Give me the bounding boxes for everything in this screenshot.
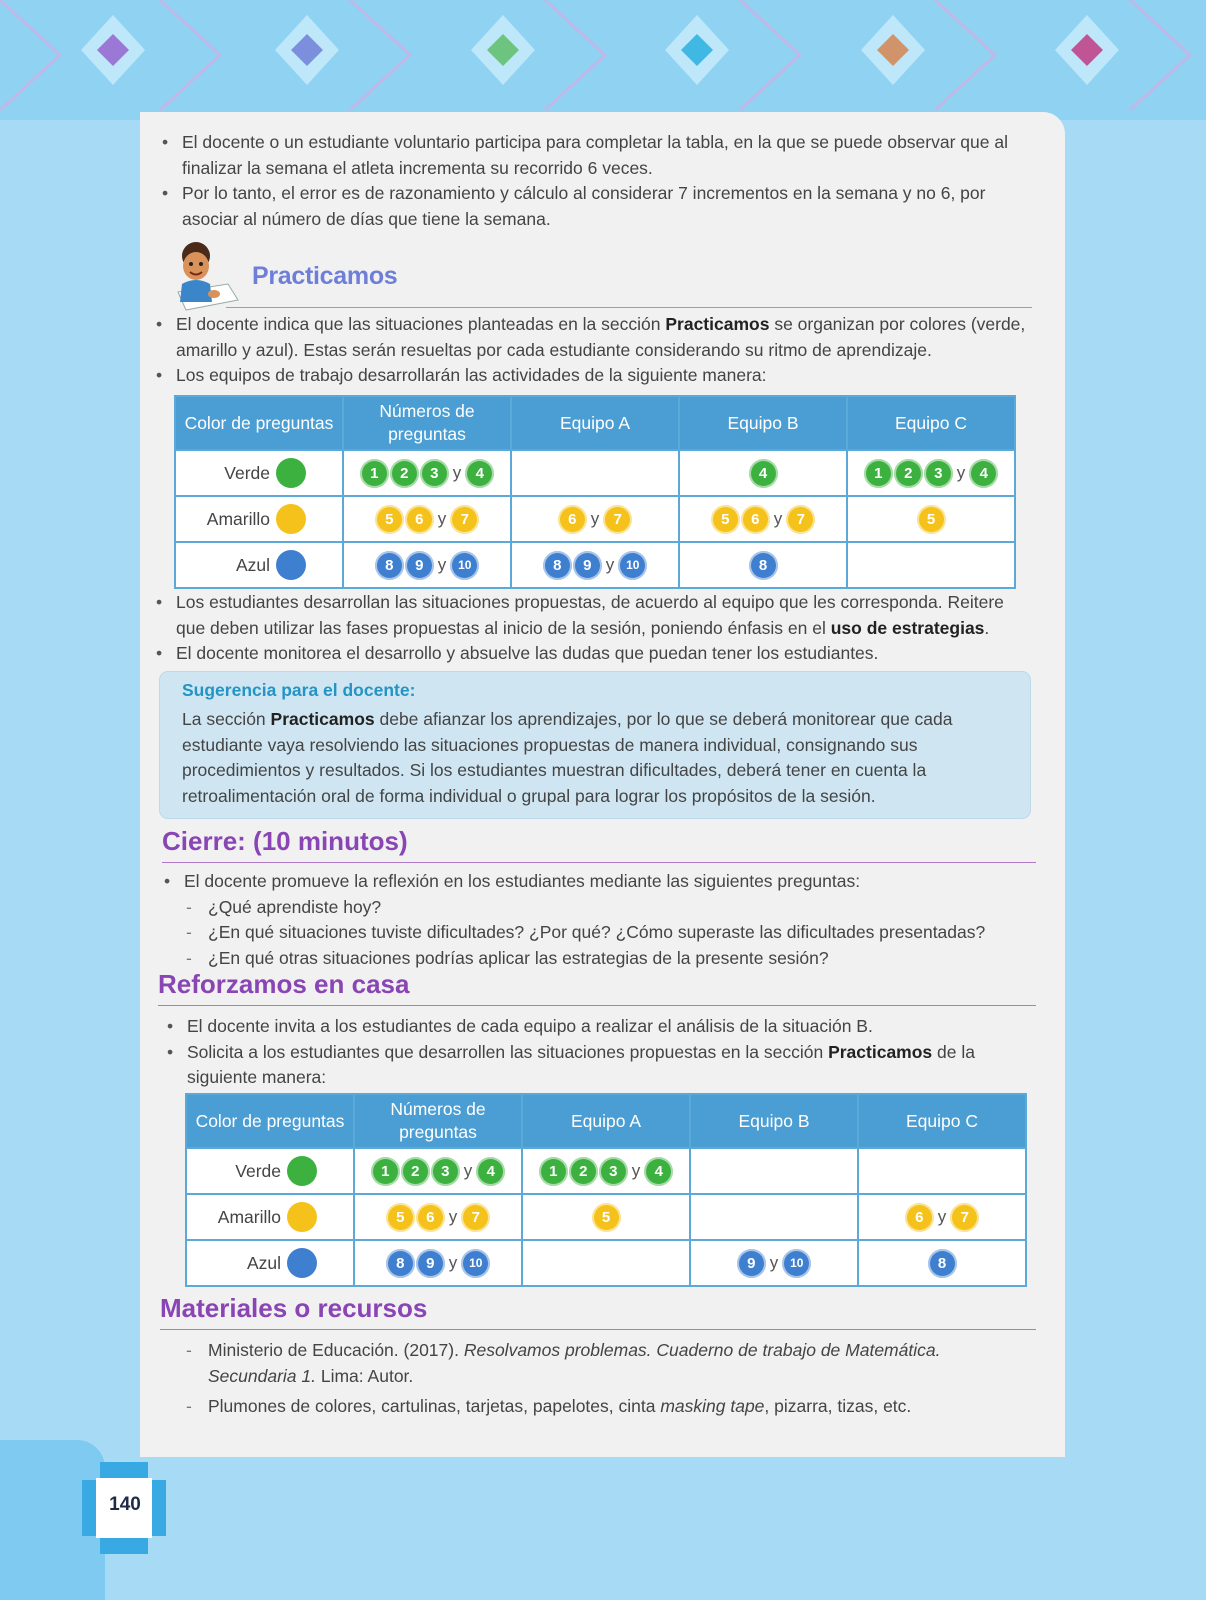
- page-number: 140: [109, 1494, 141, 1515]
- student-writing-icon: [170, 240, 246, 314]
- bullet-text: se organizan por colores (verde, amarillo y azul). Estas serán resueltas por cada estudiante considerando su ritmo de aprendizaje.: [176, 314, 1026, 360]
- connector-text: y: [437, 509, 447, 528]
- question-number-badge: 4: [969, 459, 998, 488]
- connector-text: y: [448, 1253, 458, 1272]
- intro-bullet: • Por lo tanto, el error es de razonamiento y cálculo al considerar 7 incrementos en la semana y no 6, por asociar al número de días que tiene la semana.: [160, 181, 1030, 232]
- table-row: [186, 1148, 1026, 1194]
- question-numbers: [386, 1249, 491, 1278]
- header-team-b: Equipo B: [679, 396, 847, 450]
- question-cell: [847, 450, 1015, 496]
- question-number-badge: 5: [711, 505, 740, 534]
- connector-text: y: [437, 555, 447, 574]
- question-number-badge: 9: [405, 551, 434, 580]
- question-number-badge: 4: [465, 459, 494, 488]
- tip-text: La sección: [182, 709, 271, 729]
- question-cell: [690, 1148, 858, 1194]
- connector-text: y: [590, 509, 600, 528]
- question-numbers: [360, 459, 495, 488]
- question-cell: [522, 1194, 690, 1240]
- question-number-badge: 10: [450, 551, 479, 580]
- question-cell: [858, 1240, 1026, 1286]
- connector-text: y: [463, 1161, 473, 1180]
- question-number-badge: 10: [461, 1249, 490, 1278]
- cierre-divider: [162, 862, 1036, 863]
- question-cell: [522, 1240, 690, 1286]
- practicamos-title: Practicamos: [252, 262, 398, 290]
- table-row: [186, 1194, 1026, 1240]
- question-numbers: [928, 1249, 957, 1278]
- question-cell: [690, 1194, 858, 1240]
- tip-body: [182, 707, 1012, 809]
- header-pattern-banner: [0, 0, 1206, 120]
- row-label: [187, 1156, 353, 1186]
- question-numbers: [386, 1203, 491, 1232]
- cierre-title: Cierre: (10 minutos): [162, 826, 408, 856]
- monitoring-bullet: • El docente monitorea el desarrollo y absuelve las dudas que puedan tener los estudiantes.: [154, 641, 1036, 667]
- materiales-item: [184, 1338, 1004, 1389]
- question-numbers: [905, 1203, 980, 1232]
- bullet-text: Los estudiantes desarrollan las situaciones propuestas, de acuerdo al equipo que les corresponda. Reitere que deben utilizar las fases propuestas al inicio de la sesión, poniendo énfasis en el: [176, 592, 1004, 638]
- question-cell: [511, 496, 679, 542]
- question-number-badge: 5: [386, 1203, 415, 1232]
- question-number-badge: 6: [558, 505, 587, 534]
- question-number-badge: 1: [864, 459, 893, 488]
- question-numbers: [864, 459, 999, 488]
- tip-text: debe afianzar los aprendizajes, por lo que se deberá monitorear que cada estudiante vaya resolviendo las situaciones propuestas de manera individual, consignando sus procedimientos y resultados. Si los estudiantes muestran dificultades, deberá tener en cuenta la retroalimentación oral de forma individual o grupal para lograr los propósitos de la sesión.: [182, 709, 953, 806]
- question-numbers: [371, 1157, 506, 1186]
- row-label-cell: [186, 1148, 354, 1194]
- cierre-questions: [162, 895, 1036, 972]
- bullet-bold: Practicamos: [665, 314, 770, 334]
- question-number-badge: 5: [375, 505, 404, 534]
- question-number-badge: 9: [737, 1249, 766, 1278]
- blue-circle-icon: [287, 1248, 317, 1278]
- green-circle-icon: [276, 458, 306, 488]
- question-cell: [858, 1148, 1026, 1194]
- question-cell: [511, 450, 679, 496]
- question-cell: [847, 542, 1015, 588]
- question-numbers: [749, 551, 778, 580]
- practicamos-bullet: [154, 312, 1034, 363]
- question-cell: [858, 1194, 1026, 1240]
- table-row: [186, 1240, 1026, 1286]
- teams-table-reforzamos: [185, 1093, 1027, 1287]
- header-team-c: Equipo C: [858, 1094, 1026, 1148]
- connector-text: y: [448, 1207, 458, 1226]
- question-number-badge: 3: [599, 1157, 628, 1186]
- bullet-text: Solicita a los estudiantes que desarrollen las situaciones propuestas en la sección: [187, 1041, 829, 1062]
- header-team-a: Equipo A: [511, 396, 679, 450]
- connector-text: y: [631, 1161, 641, 1180]
- question-number-badge: 4: [476, 1157, 505, 1186]
- item-italic: Resolvamos problemas. Cuaderno de trabajo de Matemática. Secundaria 1.: [208, 1340, 941, 1386]
- header-color: Color de preguntas: [175, 396, 343, 450]
- question-numbers: [543, 551, 648, 580]
- connector-text: y: [769, 1253, 779, 1272]
- reforzamos-bullet: • El docente invita a los estudiantes de cada equipo a realizar el análisis de la situación B.: [165, 1014, 1025, 1040]
- item-text: Lima: Autor.: [316, 1365, 414, 1386]
- teams-table-practicamos: [174, 395, 1016, 589]
- tip-title: Sugerencia para el docente:: [182, 680, 416, 700]
- question-numbers: [558, 505, 633, 534]
- row-label: [187, 1248, 353, 1278]
- question-number-badge: 7: [786, 505, 815, 534]
- table-row: [175, 496, 1015, 542]
- row-label-text: Verde: [235, 1160, 281, 1181]
- question-number-badge: 3: [420, 459, 449, 488]
- question-cell: [679, 450, 847, 496]
- question-number-badge: 6: [405, 505, 434, 534]
- row-label-cell: [175, 450, 343, 496]
- row-label-cell: [186, 1240, 354, 1286]
- question-number-badge: 2: [569, 1157, 598, 1186]
- question-cell: [522, 1148, 690, 1194]
- question-number-badge: 5: [592, 1203, 621, 1232]
- connector-text: y: [452, 463, 462, 482]
- bullet-bold: Practicamos: [828, 1041, 933, 1062]
- question-cell: [354, 1148, 522, 1194]
- question-number-badge: 4: [644, 1157, 673, 1186]
- question-number-badge: 8: [928, 1249, 957, 1278]
- question-number-badge: 7: [950, 1203, 979, 1232]
- monitoring-bullets: [154, 590, 1036, 667]
- bullet-text: El docente indica que las situaciones planteadas en la sección: [176, 314, 666, 334]
- materiales-list: [184, 1338, 1004, 1420]
- cierre-question: - ¿Qué aprendiste hoy?: [184, 895, 1036, 921]
- question-cell: [354, 1240, 522, 1286]
- question-numbers: [375, 505, 480, 534]
- question-number-badge: 10: [618, 551, 647, 580]
- item-text: Ministerio de Educación. (2017).: [208, 1340, 464, 1360]
- question-number-badge: 9: [416, 1249, 445, 1278]
- row-label-text: Amarillo: [206, 508, 270, 529]
- connector-text: y: [956, 463, 966, 482]
- row-label-text: Amarillo: [217, 1206, 281, 1227]
- question-number-badge: 4: [749, 459, 778, 488]
- question-cell: [343, 450, 511, 496]
- header-team-a: Equipo A: [522, 1094, 690, 1148]
- connector-text: y: [773, 509, 783, 528]
- bullet-bold: uso de estrategias: [830, 617, 985, 638]
- cierre-question: - ¿En qué otras situaciones podrías aplicar las estrategias de la presente sesión?: [184, 946, 1036, 972]
- question-numbers: [375, 551, 480, 580]
- question-numbers: [737, 1249, 812, 1278]
- row-label: [176, 550, 342, 580]
- question-numbers: [917, 505, 946, 534]
- question-numbers: [711, 505, 816, 534]
- practicamos-divider: [226, 307, 1032, 308]
- row-label-text: Azul: [246, 1252, 281, 1273]
- row-label: [176, 458, 342, 488]
- question-number-badge: 5: [917, 505, 946, 534]
- item-text: Plumones de colores, cartulinas, tarjetas, papelotes, cinta: [208, 1396, 661, 1416]
- header-color: Color de preguntas: [186, 1094, 354, 1148]
- monitoring-bullet: [154, 590, 1036, 641]
- row-label-cell: [175, 542, 343, 588]
- header-team-b: Equipo B: [690, 1094, 858, 1148]
- question-number-badge: 8: [375, 551, 404, 580]
- row-label: [176, 504, 342, 534]
- question-cell: [679, 542, 847, 588]
- yellow-circle-icon: [276, 504, 306, 534]
- question-number-badge: 2: [894, 459, 923, 488]
- question-cell: [690, 1240, 858, 1286]
- practicamos-bullet: • Los equipos de trabajo desarrollarán las actividades de la siguiente manera:: [154, 363, 1034, 389]
- question-number-badge: 7: [450, 505, 479, 534]
- cierre-content: [162, 869, 1036, 971]
- question-cell: [343, 542, 511, 588]
- materiales-item: [184, 1394, 1004, 1420]
- question-number-badge: 8: [543, 551, 572, 580]
- item-text: , pizarra, tizas, etc.: [764, 1396, 912, 1416]
- reforzamos-bullets: [165, 1014, 1025, 1091]
- connector-text: y: [937, 1207, 947, 1226]
- bullet-text: .: [984, 617, 990, 638]
- question-number-badge: 8: [386, 1249, 415, 1278]
- table-row: [175, 450, 1015, 496]
- question-number-badge: 9: [573, 551, 602, 580]
- cierre-bullets: [162, 869, 1036, 895]
- question-number-badge: 2: [390, 459, 419, 488]
- reforzamos-title: Reforzamos en casa: [158, 969, 410, 999]
- question-number-badge: 6: [741, 505, 770, 534]
- question-number-badge: 7: [603, 505, 632, 534]
- question-numbers: [592, 1203, 621, 1232]
- row-label-cell: [175, 496, 343, 542]
- question-numbers: [539, 1157, 674, 1186]
- question-number-badge: 1: [360, 459, 389, 488]
- connector-text: y: [605, 555, 615, 574]
- item-italic: masking tape: [660, 1396, 765, 1416]
- question-cell: [354, 1194, 522, 1240]
- intro-bullets: [160, 130, 1030, 232]
- question-number-badge: 1: [371, 1157, 400, 1186]
- question-number-badge: 2: [401, 1157, 430, 1186]
- blue-circle-icon: [276, 550, 306, 580]
- table-row: [175, 542, 1015, 588]
- yellow-circle-icon: [287, 1202, 317, 1232]
- question-number-badge: 8: [749, 551, 778, 580]
- question-number-badge: 7: [461, 1203, 490, 1232]
- reforzamos-divider: [158, 1005, 1036, 1006]
- intro-bullet: • El docente o un estudiante voluntario participa para completar la tabla, en la que se puede observar que al finalizar la semana el atleta incrementa su recorrido 6 veces.: [160, 130, 1030, 181]
- question-cell: [679, 496, 847, 542]
- header-numbers: Números de preguntas: [354, 1094, 522, 1148]
- row-label: [187, 1202, 353, 1232]
- cierre-question: - ¿En qué situaciones tuviste dificultades? ¿Por qué? ¿Cómo superaste las dificultades presentadas?: [184, 920, 1036, 946]
- question-number-badge: 1: [539, 1157, 568, 1186]
- tip-bold: Practicamos: [270, 709, 375, 729]
- question-number-badge: 6: [416, 1203, 445, 1232]
- materiales-title: Materiales o recursos: [160, 1293, 428, 1323]
- question-number-badge: 3: [431, 1157, 460, 1186]
- row-label-text: Verde: [224, 462, 270, 483]
- question-cell: [343, 496, 511, 542]
- green-circle-icon: [287, 1156, 317, 1186]
- row-label-text: Azul: [235, 554, 270, 575]
- practicamos-bullets: [154, 312, 1034, 389]
- practicamos-header: [170, 240, 1032, 310]
- header-team-c: Equipo C: [847, 396, 1015, 450]
- question-number-badge: 3: [924, 459, 953, 488]
- content-sheet: [140, 112, 1065, 1457]
- bullet-text: de la siguiente manera:: [187, 1041, 975, 1087]
- materiales-divider: [160, 1329, 1036, 1330]
- question-cell: [511, 542, 679, 588]
- question-number-badge: 6: [905, 1203, 934, 1232]
- row-label-cell: [186, 1194, 354, 1240]
- question-numbers: [749, 459, 778, 488]
- question-cell: [847, 496, 1015, 542]
- header-numbers: Números de preguntas: [343, 396, 511, 450]
- reforzamos-bullet: [165, 1040, 1025, 1091]
- question-number-badge: 10: [782, 1249, 811, 1278]
- teacher-tip-box: [160, 672, 1030, 818]
- cierre-bullet: • El docente promueve la reflexión en los estudiantes mediante las siguientes preguntas:: [162, 869, 1036, 895]
